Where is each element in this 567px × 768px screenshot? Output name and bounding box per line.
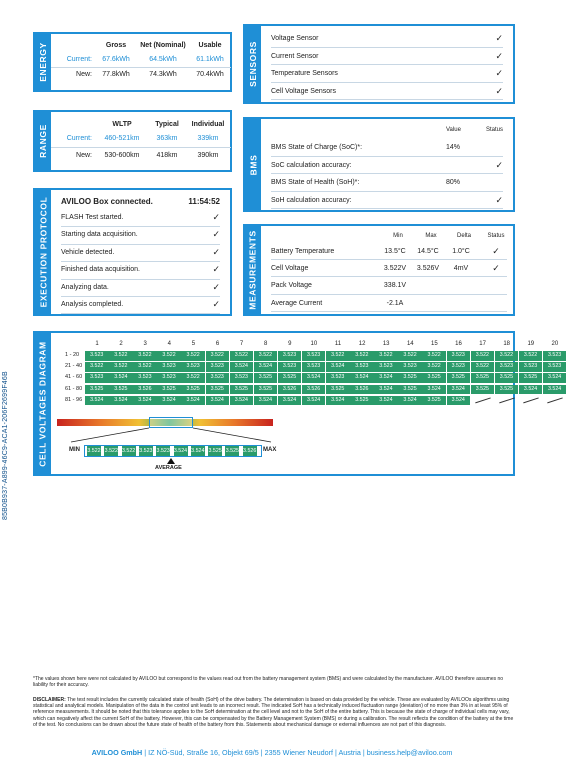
measurement-delta: 4mV (453, 265, 469, 273)
meas-header-max: Max (425, 233, 437, 239)
check-icon: ✓ (495, 68, 503, 78)
energy-header-net: Net (Nominal) (140, 41, 186, 49)
bms-label: SoH calculation accuracy: (271, 196, 352, 204)
minmax-cell: 3.526 (243, 448, 257, 454)
bms-label: BMS State of Health (SoH)*: (271, 179, 360, 186)
execution-item (61, 280, 220, 297)
cell-voltage: 3.522 (519, 351, 543, 361)
execution-item (61, 262, 220, 279)
cell-voltage: 3.523 (157, 362, 181, 372)
bms-header-value: Value (446, 127, 461, 133)
cell-voltage: 3.522 (422, 362, 446, 372)
sensors-list (271, 30, 503, 100)
minmax-min-label: MIN (69, 447, 80, 453)
cell-voltage: 3.523 (157, 373, 181, 383)
sensor-item (271, 65, 503, 83)
execution-item-label: Analyzing data. (61, 283, 109, 291)
cell-voltage: 3.522 (133, 351, 157, 361)
cell-voltage: 3.524 (447, 385, 471, 395)
cell-voltage: 3.524 (543, 373, 567, 383)
measurement-row (271, 277, 507, 294)
disclaimer-label: DISCLAIMER: (33, 697, 66, 703)
energy-row-new: New: 77.8kWh 74.3kWh 70.4kWh (76, 71, 224, 79)
column-number: 1 (95, 341, 99, 347)
column-number: 19 (527, 341, 535, 347)
sensor-label: Temperature Sensors (271, 70, 338, 77)
meas-header-min: Min (393, 233, 403, 239)
cell-voltage: 3.523 (326, 373, 350, 383)
cell-voltage: 3.525 (278, 373, 302, 383)
cell-row (65, 373, 567, 383)
execution-tab: EXECUTION PROTOCOL (35, 190, 51, 314)
energy-tab: ENERGY (35, 34, 51, 90)
cell-voltage: 3.523 (447, 351, 471, 361)
cell-voltage: 3.523 (495, 362, 519, 372)
cell-voltage: 3.522 (374, 351, 398, 361)
disclaimer (33, 697, 516, 728)
minmax-max-label: MAX (263, 447, 277, 453)
cell-voltage: 3.523 (133, 373, 157, 383)
column-number: 15 (431, 341, 438, 347)
bms-row (271, 139, 503, 157)
cell-voltage: 3.524 (109, 373, 133, 383)
column-number: 14 (406, 341, 414, 347)
column-number: 17 (479, 341, 486, 347)
cell-voltage: 3.522 (422, 351, 446, 361)
cell-row (65, 362, 567, 372)
average-arrow-icon (167, 458, 175, 464)
cell-voltage: 3.524 (230, 362, 254, 372)
cell-voltage: 3.523 (350, 362, 374, 372)
measurement-label: Battery Temperature (271, 248, 335, 255)
bms-list (271, 139, 503, 209)
range-row-new: New: 530-600km 418km 390km (76, 151, 219, 159)
column-number: 11 (334, 341, 342, 347)
cell-voltage: 3.525 (109, 385, 133, 395)
cell-voltage: 3.525 (254, 385, 278, 395)
cell-voltage: 3.525 (495, 373, 519, 383)
cell-voltage: 3.526 (302, 385, 326, 395)
check-icon: ✓ (212, 264, 220, 275)
cell-voltage: 3.525 (495, 385, 519, 395)
bms-value: 14% (446, 144, 461, 151)
bms-tab: BMS (245, 119, 261, 210)
bms-row (271, 174, 503, 192)
cell-voltage: 3.524 (85, 396, 109, 406)
empty-cell (471, 396, 495, 406)
execution-item-label: FLASH Test started. (61, 214, 124, 221)
cell-voltage: 3.525 (519, 373, 543, 383)
energy-panel (33, 32, 232, 92)
minmax-cell: 3.522 (104, 448, 118, 454)
cell-voltage: 3.526 (278, 385, 302, 395)
cell-voltage: 3.524 (374, 396, 398, 406)
column-number: 10 (310, 341, 318, 347)
meas-header-status: Status (487, 233, 505, 239)
sensor-label: Current Sensor (271, 52, 319, 60)
cell-voltage: 3.522 (181, 351, 205, 361)
cell-voltage: 3.523 (519, 362, 543, 372)
cell-voltage: 3.522 (181, 373, 205, 383)
cell-row-label: 21 - 40 (65, 363, 83, 370)
cell-voltage: 3.522 (230, 351, 254, 361)
cell-voltages-panel (33, 331, 562, 476)
cell-voltage: 3.525 (422, 396, 446, 406)
cell-row-label: 41 - 60 (65, 374, 83, 381)
cell-voltage: 3.522 (133, 362, 157, 372)
cell-voltage: 3.523 (230, 373, 254, 383)
range-tab: RANGE (35, 112, 51, 170)
cell-voltage: 3.525 (471, 373, 495, 383)
measurement-label: Pack Voltage (271, 282, 312, 290)
energy-header-gross: Gross (105, 41, 127, 49)
execution-item-label: Vehicle detected. (61, 248, 115, 256)
cell-voltage: 3.522 (495, 351, 519, 361)
cell-row-label: 81 - 96 (65, 396, 83, 403)
cell-voltage: 3.524 (157, 396, 181, 406)
cell-voltage: 3.524 (422, 385, 446, 395)
energy-header-usable: Usable (198, 41, 222, 49)
cell-voltage: 3.524 (326, 396, 350, 406)
cell-voltage: 3.523 (206, 373, 230, 383)
measurement-delta: 1.0°C (452, 248, 470, 255)
cell-voltage: 3.525 (471, 385, 495, 395)
measurement-row (271, 243, 507, 260)
column-number: 8 (264, 341, 268, 347)
range-panel (33, 110, 232, 172)
cell-voltage: 3.523 (543, 362, 567, 372)
column-number: 5 (191, 341, 196, 347)
cell-voltage: 3.525 (206, 385, 230, 395)
cell-voltage: 3.523 (302, 362, 326, 372)
column-number: 12 (358, 341, 366, 347)
sensors-panel (243, 24, 515, 104)
cell-voltage: 3.525 (181, 385, 205, 395)
column-number: 6 (215, 341, 220, 347)
check-icon: ✓ (212, 229, 220, 240)
cell-voltages-tab: CELL VOLTAGES DIAGRAM (35, 333, 51, 474)
cell-voltage: 3.524 (374, 373, 398, 383)
cell-voltage: 3.525 (422, 373, 446, 383)
sensor-label: Voltage Sensor (271, 35, 319, 42)
cell-voltage: 3.522 (471, 351, 495, 361)
minmax-cell: 3.523 (139, 448, 153, 454)
column-number: 2 (119, 341, 123, 347)
measurement-row (271, 295, 507, 312)
measurement-min: 13.5°C (384, 248, 406, 255)
cell-voltage: 3.523 (278, 362, 302, 372)
measurement-max: 3.526V (416, 265, 440, 273)
cell-voltage: 3.523 (447, 362, 471, 372)
cell-row (65, 351, 567, 361)
check-icon: ✓ (212, 298, 220, 309)
execution-title: AVILOO Box connected. (61, 197, 153, 206)
cell-voltage: 3.522 (109, 362, 133, 372)
cell-voltage: 3.523 (278, 351, 302, 361)
check-icon: ✓ (495, 33, 503, 43)
sensor-label: Cell Voltage Sensors (271, 87, 336, 95)
measurement-row (271, 260, 507, 277)
cell-row-label: 1 - 20 (65, 352, 80, 358)
column-number: 7 (239, 341, 244, 347)
measurement-label: Cell Voltage (271, 265, 309, 273)
zoom-lines (51, 426, 291, 444)
range-header-wltp: WLTP (112, 120, 132, 128)
cell-voltage: 3.524 (230, 396, 254, 406)
cell-voltage: 3.522 (471, 362, 495, 372)
cell-voltage: 3.522 (350, 351, 374, 361)
minmax-strip (84, 445, 262, 457)
bms-panel (243, 117, 515, 212)
cell-voltage: 3.525 (326, 385, 350, 395)
bms-label: BMS State of Charge (SoC)*: (271, 144, 363, 151)
footer: AVILOO GmbH | IZ NÖ-Süd, Straße 16, Objekt 69/5 | 2355 Wiener Neudorf | Austria | business.help@aviloo.com (91, 748, 453, 757)
energy-row-current: Current: 67.6kWh 64.5kWh 61.1kWh (51, 52, 231, 67)
cell-voltage: 3.523 (374, 362, 398, 372)
measurement-max: 14.5°C (417, 248, 439, 255)
check-icon: ✓ (495, 159, 503, 170)
bms-row (271, 192, 503, 210)
cell-voltage: 3.524 (543, 385, 567, 395)
cell-voltage: 3.523 (85, 373, 109, 383)
cell-voltage: 3.524 (181, 396, 205, 406)
cell-voltage: 3.523 (302, 351, 326, 361)
cell-voltage: 3.522 (109, 351, 133, 361)
minmax-cell: 3.525 (225, 448, 240, 454)
range-row-current: Current: 460-521km 363km 339km (51, 131, 231, 147)
cell-voltage: 3.525 (230, 385, 254, 395)
check-icon: ✓ (495, 50, 503, 61)
execution-time: 11:54:52 (188, 197, 220, 206)
column-number: 9 (288, 341, 292, 347)
meas-header-delta: Delta (456, 233, 471, 239)
cell-voltage: 3.525 (398, 385, 422, 395)
cell-voltage: 3.523 (543, 351, 567, 361)
minmax-cell: 3.523 (156, 448, 170, 454)
cell-voltage: 3.522 (326, 351, 350, 361)
column-number: 4 (167, 341, 171, 347)
minmax-cell: 3.522 (121, 448, 136, 454)
check-icon: ✓ (212, 246, 220, 257)
cell-voltage: 3.522 (398, 351, 422, 361)
cell-voltage: 3.523 (181, 362, 205, 372)
cell-voltage: 3.524 (519, 385, 543, 395)
execution-list (61, 210, 220, 314)
average-label: AVERAGE (155, 465, 182, 471)
measurement-label: Average Current (271, 299, 323, 307)
sensor-item (271, 83, 503, 101)
measurements-tab: MEASUREMENTS (245, 226, 261, 314)
execution-item-label: Analysis completed. (61, 300, 124, 308)
cell-row (65, 396, 567, 406)
check-icon: ✓ (212, 212, 220, 222)
column-number: 16 (455, 341, 462, 347)
cell-voltage: 3.525 (157, 385, 181, 395)
asterisk-note: *The values shown here were not calculated by AVILOO but correspond to the values read out from the battery management system (BMS) and were calculated by the manufacturer. AVILOO therefore assumes no liability for their accuracy. (33, 676, 504, 689)
execution-item-label: Starting data acquisition. (61, 231, 138, 239)
column-number: 13 (382, 341, 390, 347)
cell-voltage: 3.524 (254, 362, 278, 372)
cell-voltage: 3.525 (447, 373, 471, 383)
cell-voltage: 3.524 (398, 396, 422, 406)
cell-voltage: 3.525 (254, 373, 278, 383)
cell-voltage: 3.524 (326, 362, 350, 372)
check-icon: ✓ (495, 85, 503, 96)
measurements-list (271, 243, 507, 312)
footer-email-link[interactable]: business.help@aviloo.com (366, 748, 453, 757)
cell-voltage: 3.525 (85, 385, 109, 395)
check-icon: ✓ (212, 281, 220, 292)
footer-city: 2355 Wiener Neudorf (264, 748, 333, 757)
cell-voltage: 3.523 (398, 362, 422, 372)
check-icon: ✓ (495, 194, 503, 205)
minmax-cell: 3.525 (208, 448, 222, 454)
check-icon: ✓ (492, 246, 500, 256)
minmax-cell: 3.522 (87, 448, 101, 454)
empty-cell (543, 396, 567, 406)
cell-voltage: 3.524 (133, 396, 157, 406)
execution-item (61, 210, 220, 227)
cell-voltage: 3.526 (350, 385, 374, 395)
cell-voltage: 3.523 (206, 362, 230, 372)
cell-voltage: 3.525 (398, 373, 422, 383)
footer-company: AVILOO GmbH (91, 748, 143, 757)
cell-row (65, 385, 567, 395)
empty-cell (519, 396, 543, 406)
disclaimer-text: The test result includes the currently calculated state of health (SoH) of the drive battery. The determination is based on data provided by the vehicle. These are evaluated by AVILOOs algorithms using statistical and analytical models. Manipulation of the data in the control unit leads to an incorrect result. The indicated SoH has a technically induced fluctuation range (deviation) of no more than 3% in at least 95% of reference measurements. It should be noted that this tolerance applies to the SoH determination at the cell level and not to the SoH of the entire battery. This is because the state of charge of individual cells may vary, which can negatively affect the current SoH of the battery. However, this can be compensated by the Battery Management System (BMS) or during a calibration. The result reflects the condition of the battery at the time of the test. No conclusions can be drawn about the future state of health of the battery from this. Statements about mechanical damage or external influences are not part of this diagnosis. (33, 697, 514, 728)
cell-voltage: 3.522 (254, 351, 278, 361)
empty-cell (495, 396, 519, 406)
footer-address: IZ NÖ-Süd, Straße 16, Objekt 69/5 (148, 748, 259, 757)
cell-voltage: 3.526 (133, 385, 157, 395)
cell-voltage: 3.522 (85, 362, 109, 372)
cell-voltage: 3.525 (350, 396, 374, 406)
range-table (51, 117, 231, 163)
bms-row (271, 157, 503, 175)
cell-voltage: 3.524 (374, 385, 398, 395)
cell-voltage: 3.523 (85, 351, 109, 361)
footer-country: Austria (338, 748, 361, 757)
column-number: 20 (551, 341, 559, 347)
measurements-panel (243, 224, 515, 316)
check-icon: ✓ (492, 263, 500, 274)
cell-voltage: 3.524 (254, 396, 278, 406)
column-number: 3 (143, 341, 147, 347)
energy-table (51, 38, 231, 82)
cell-voltage: 3.524 (278, 396, 302, 406)
cell-voltage: 3.524 (350, 373, 374, 383)
bms-label: SoC calculation accuracy: (271, 161, 352, 169)
execution-item (61, 227, 220, 244)
measurement-min: 338.1V (383, 282, 407, 290)
execution-item-label: Finished data acquisition. (61, 266, 140, 274)
cell-voltage: 3.524 (109, 396, 133, 406)
column-number: 18 (503, 341, 511, 347)
range-header-individual: Individual (191, 120, 225, 128)
measurement-min: 3.522V (383, 265, 407, 273)
cell-voltage: 3.522 (157, 351, 181, 361)
sensor-item (271, 48, 503, 66)
range-header-typical: Typical (155, 120, 179, 128)
sensor-item (271, 30, 503, 48)
minmax-cell: 3.524 (173, 448, 188, 454)
report-id: 85B0B937-A899-46C9-ACA1-206F2699F46B (2, 371, 9, 520)
bms-header-status: Status (486, 127, 504, 133)
execution-item (61, 297, 220, 314)
minmax-cell: 3.524 (191, 448, 205, 454)
cell-voltage: 3.524 (206, 396, 230, 406)
measurement-min: -2.1A (386, 299, 404, 307)
cell-voltage: 3.524 (447, 396, 471, 406)
cell-voltage: 3.524 (302, 396, 326, 406)
bms-value: 80% (446, 179, 461, 186)
execution-item (61, 245, 220, 262)
cell-voltage: 3.524 (302, 373, 326, 383)
cell-voltage: 3.522 (206, 351, 230, 361)
cell-row-label: 61 - 80 (65, 385, 83, 392)
execution-panel (33, 188, 232, 316)
sensors-tab: SENSORS (245, 26, 261, 102)
